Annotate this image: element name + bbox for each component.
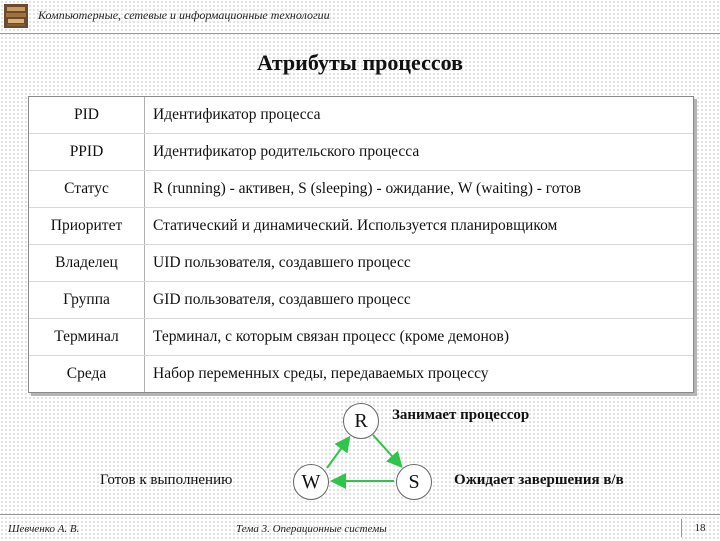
attribute-name: Приоритет [29,208,145,244]
footer-author: Шевченко А. В. [8,523,80,535]
book-stack-icon [3,3,29,29]
arrow-r-to-s [373,435,400,465]
state-node-w: W [293,464,329,500]
attribute-description: UID пользователя, создавшего процесс [153,254,411,271]
table-row [29,97,693,134]
attributes-table [28,96,694,393]
attribute-description: Набор переменных среды, передаваемых процессу [153,365,489,382]
attribute-name: Владелец [29,245,145,281]
table-row [29,356,693,392]
attribute-name: Статус [29,171,145,207]
page-number: 18 [681,519,718,537]
table-row [29,208,693,245]
table-row [29,245,693,282]
table-row [29,282,693,319]
attribute-name: Группа [29,282,145,318]
header-title: Компьютерные, сетевые и информационные технологии [38,8,330,22]
header-bar [0,0,720,34]
attribute-description: GID пользователя, создавшего процесс [153,291,411,308]
arrow-w-to-r [327,439,348,468]
attribute-description: Статический и динамический. Используется планировщиком [153,217,558,234]
attribute-description: R (running) - активен, S (sleeping) - ожидание, W (waiting) - готов [153,180,581,197]
attribute-description: Идентификатор родительского процесса [153,143,420,160]
attribute-description: Терминал, с которым связан процесс (кроме демонов) [153,328,509,345]
attribute-name: Среда [29,356,145,392]
table-row [29,171,693,208]
label-running: Занимает процессор [392,407,530,423]
footer-topic: Тема 3. Операционные системы [236,523,387,535]
state-node-r: R [343,403,379,439]
footer-bar [0,514,720,541]
attribute-description: Идентификатор процесса [153,106,321,123]
slide-title: Атрибуты процессов [257,50,463,75]
state-node-s: S [396,464,432,500]
attribute-name: PID [29,97,145,133]
process-state-diagram [0,395,720,515]
label-sleeping: Ожидает завершения в/в [454,472,624,488]
table-row [29,134,693,171]
label-waiting: Готов к выполнению [100,472,233,488]
attribute-name: PPID [29,134,145,170]
table-row [29,319,693,356]
attribute-name: Терминал [29,319,145,355]
